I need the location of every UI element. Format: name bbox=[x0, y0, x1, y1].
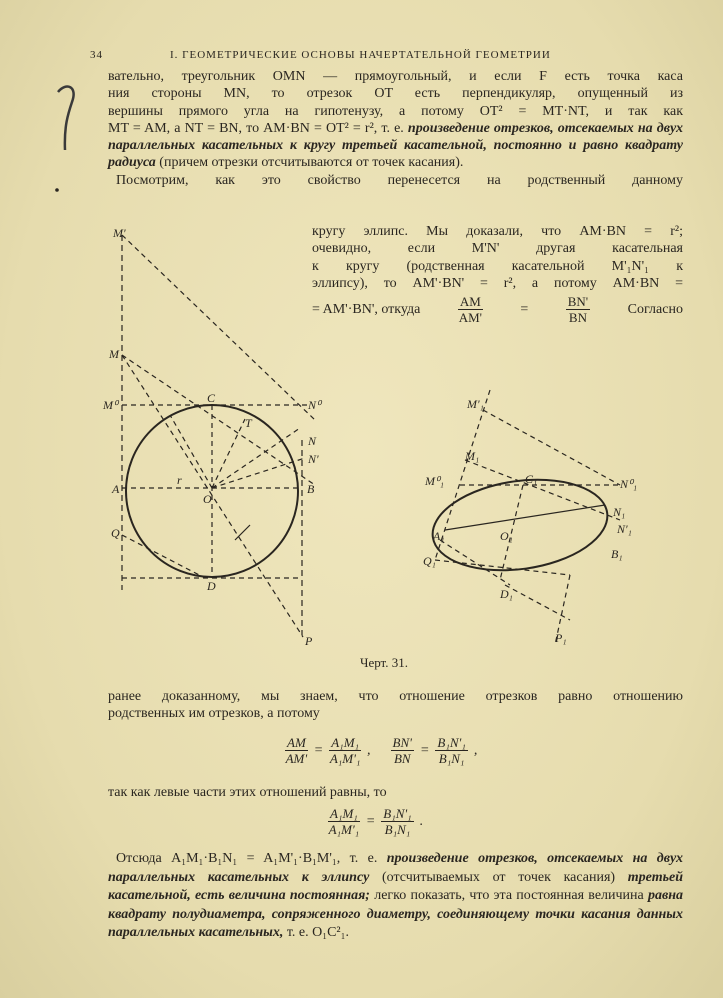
label-d1: D₁ bbox=[500, 587, 513, 601]
numerator: BN' bbox=[567, 294, 589, 310]
text-line: ния стороны MN, то отрезок OT есть перпендикуляр, опущенный из bbox=[108, 86, 683, 102]
emphasized-text: произведение отрезков, отсекаемых на двух параллельных касательных к эллипсу bbox=[108, 851, 684, 885]
equals: = bbox=[313, 742, 324, 758]
label-m1: M₁ bbox=[465, 449, 480, 463]
formula-proportions bbox=[285, 735, 477, 766]
label-t: T bbox=[245, 416, 252, 430]
label-r: r bbox=[177, 473, 182, 487]
numerator: AM bbox=[459, 294, 481, 310]
paragraph-1 bbox=[108, 68, 683, 189]
denominator: A₁M'₁ bbox=[329, 751, 361, 766]
paragraph-2: кругу эллипс. Мы доказали, что AM·BN = r²; очевидно, если M'N' другая касательная к кругу (родственная касательной M'₁N'₁ к эллипсу), то AM'·BN' = r², а потому AM·BN = = AM'·BN', откуда $\frac{AM}{AM'}$ = $\frac{BN'}{BN}$ Согласно bbox=[312, 224, 683, 326]
label-d: D bbox=[207, 579, 216, 593]
fraction bbox=[381, 806, 413, 837]
label-a1: A₁ bbox=[433, 529, 445, 543]
fraction bbox=[435, 735, 467, 766]
paragraph-4 bbox=[108, 784, 683, 801]
label-q1: Q₁ bbox=[423, 554, 436, 568]
text-line: эллипсу), то AM'·BN' = r², а потому AM·BN = bbox=[312, 275, 683, 291]
label-o1: O₁ bbox=[500, 529, 513, 543]
label-n1-0: N⁰₁ bbox=[620, 477, 637, 491]
label-o: O bbox=[203, 492, 212, 506]
fraction bbox=[566, 294, 590, 325]
numerator: BN' bbox=[392, 735, 412, 750]
emphasized-text: равна квадрату полудиаметра, сопряженного диаметру, соединяющему точки касания данных параллельных касательных, bbox=[108, 888, 683, 940]
label-c: C bbox=[207, 391, 216, 405]
label-n: N bbox=[308, 434, 317, 448]
label-q: Q bbox=[111, 526, 120, 540]
text-segment: Отсюда A₁M₁·B₁N₁ = A₁M'₁·B₁M'₁, т. е. bbox=[116, 851, 378, 866]
label-n1: N₁ bbox=[613, 505, 626, 519]
denominator: A₁M'₁ bbox=[328, 822, 360, 837]
label-a: A bbox=[112, 482, 120, 496]
equals: = bbox=[419, 742, 430, 758]
numerator: A₁M₁ bbox=[331, 735, 360, 750]
label-m-prime: M' bbox=[113, 226, 126, 240]
fraction bbox=[285, 735, 308, 766]
numerator: B₁N'₁ bbox=[437, 735, 466, 750]
label-b1: B₁ bbox=[611, 547, 623, 561]
figure-ellipse-diagram bbox=[405, 380, 655, 650]
text-line: к кругу (родственная касательной M'₁N'₁ к bbox=[312, 258, 683, 274]
numerator: B₁N'₁ bbox=[383, 806, 412, 821]
label-m0: M⁰ bbox=[103, 398, 118, 412]
text-line: (причем отрезки отсчитываются от точек касания). bbox=[159, 155, 464, 171]
text-line: = AM'·BN', откуда bbox=[312, 302, 421, 318]
text-line: родственных им отрезков, а потому bbox=[108, 706, 320, 722]
text-segment: т. е. O₁C²₁. bbox=[286, 925, 350, 940]
denominator: B₁N₁ bbox=[384, 822, 411, 837]
text-line: так как левые части этих отношений равны, то bbox=[108, 785, 387, 800]
figure-circle-diagram bbox=[95, 225, 335, 655]
separator: , bbox=[473, 742, 478, 758]
text-line: Посмотрим, как это свойство перенесется на родственный данному bbox=[116, 172, 683, 188]
text-segment: легко показать, что эта постоянная величина bbox=[374, 888, 644, 903]
formula-equal-ratios bbox=[328, 806, 423, 837]
denominator: BN bbox=[568, 310, 587, 326]
denominator: AM' bbox=[458, 310, 482, 326]
label-m1-0: M⁰₁ bbox=[425, 474, 444, 488]
paragraph-5 bbox=[108, 850, 683, 943]
running-title: I. ГЕОМЕТРИЧЕСКИЕ ОСНОВЫ НАЧЕРТАТЕЛЬНОЙ ГЕОМЕТРИИ bbox=[170, 49, 551, 61]
separator: , bbox=[367, 742, 371, 758]
label-n1-prime: N'₁ bbox=[617, 522, 632, 536]
fraction bbox=[391, 735, 414, 766]
denominator: BN bbox=[393, 751, 411, 766]
text-line: кругу эллипс. Мы доказали, что AM·BN = r²; bbox=[312, 224, 683, 239]
label-c1: C₁ bbox=[525, 472, 538, 486]
figure-caption: Черт. 31. bbox=[360, 655, 409, 670]
text-line: очевидно, если M'N' другая касательная bbox=[312, 241, 683, 257]
denominator: AM' bbox=[285, 751, 308, 766]
label-b: B bbox=[307, 482, 315, 496]
label-p: P bbox=[305, 634, 313, 648]
page-number: 34 bbox=[90, 49, 103, 61]
text-line: вершины прямого угла на гипотенузу, а потому OT² = MT·NT, и так как bbox=[108, 103, 683, 119]
separator: . bbox=[419, 813, 424, 829]
numerator: AM bbox=[287, 735, 306, 750]
equals: = bbox=[365, 813, 376, 829]
text-segment: (отсчитываемых от точек касания) bbox=[382, 869, 616, 885]
denominator: B₁N₁ bbox=[438, 751, 465, 766]
label-p1: P₁ bbox=[555, 631, 567, 645]
label-m: M bbox=[109, 347, 119, 361]
text-line: ранее доказанному, мы знаем, что отношение отрезков равно отношению bbox=[108, 689, 683, 704]
fraction bbox=[328, 806, 360, 837]
emphasized-text: третьей касательной, есть величина постоянная; bbox=[108, 869, 684, 903]
label-m1-prime: M'₁ bbox=[467, 397, 484, 411]
text-line: Согласно bbox=[627, 302, 683, 318]
text-line: вательно, треугольник OMN — прямоугольный, и если F есть точка каса bbox=[108, 69, 683, 84]
text-line: MT = AM, а NT = BN, то AM·BN = OT² = r², т. е. bbox=[108, 120, 404, 136]
numerator: A₁M₁ bbox=[330, 806, 358, 821]
label-n-prime: N' bbox=[308, 452, 319, 466]
emphasized-text: произведение отрезков, отсекаемых на двух параллельных касательных к кругу третьей касательной, постоянно и равно квадрату радиуса bbox=[108, 120, 683, 171]
paragraph-3 bbox=[108, 688, 683, 723]
fraction bbox=[329, 735, 361, 766]
label-n0: N⁰ bbox=[308, 398, 321, 412]
handwritten-margin-mark bbox=[52, 80, 82, 200]
fraction bbox=[458, 294, 483, 325]
